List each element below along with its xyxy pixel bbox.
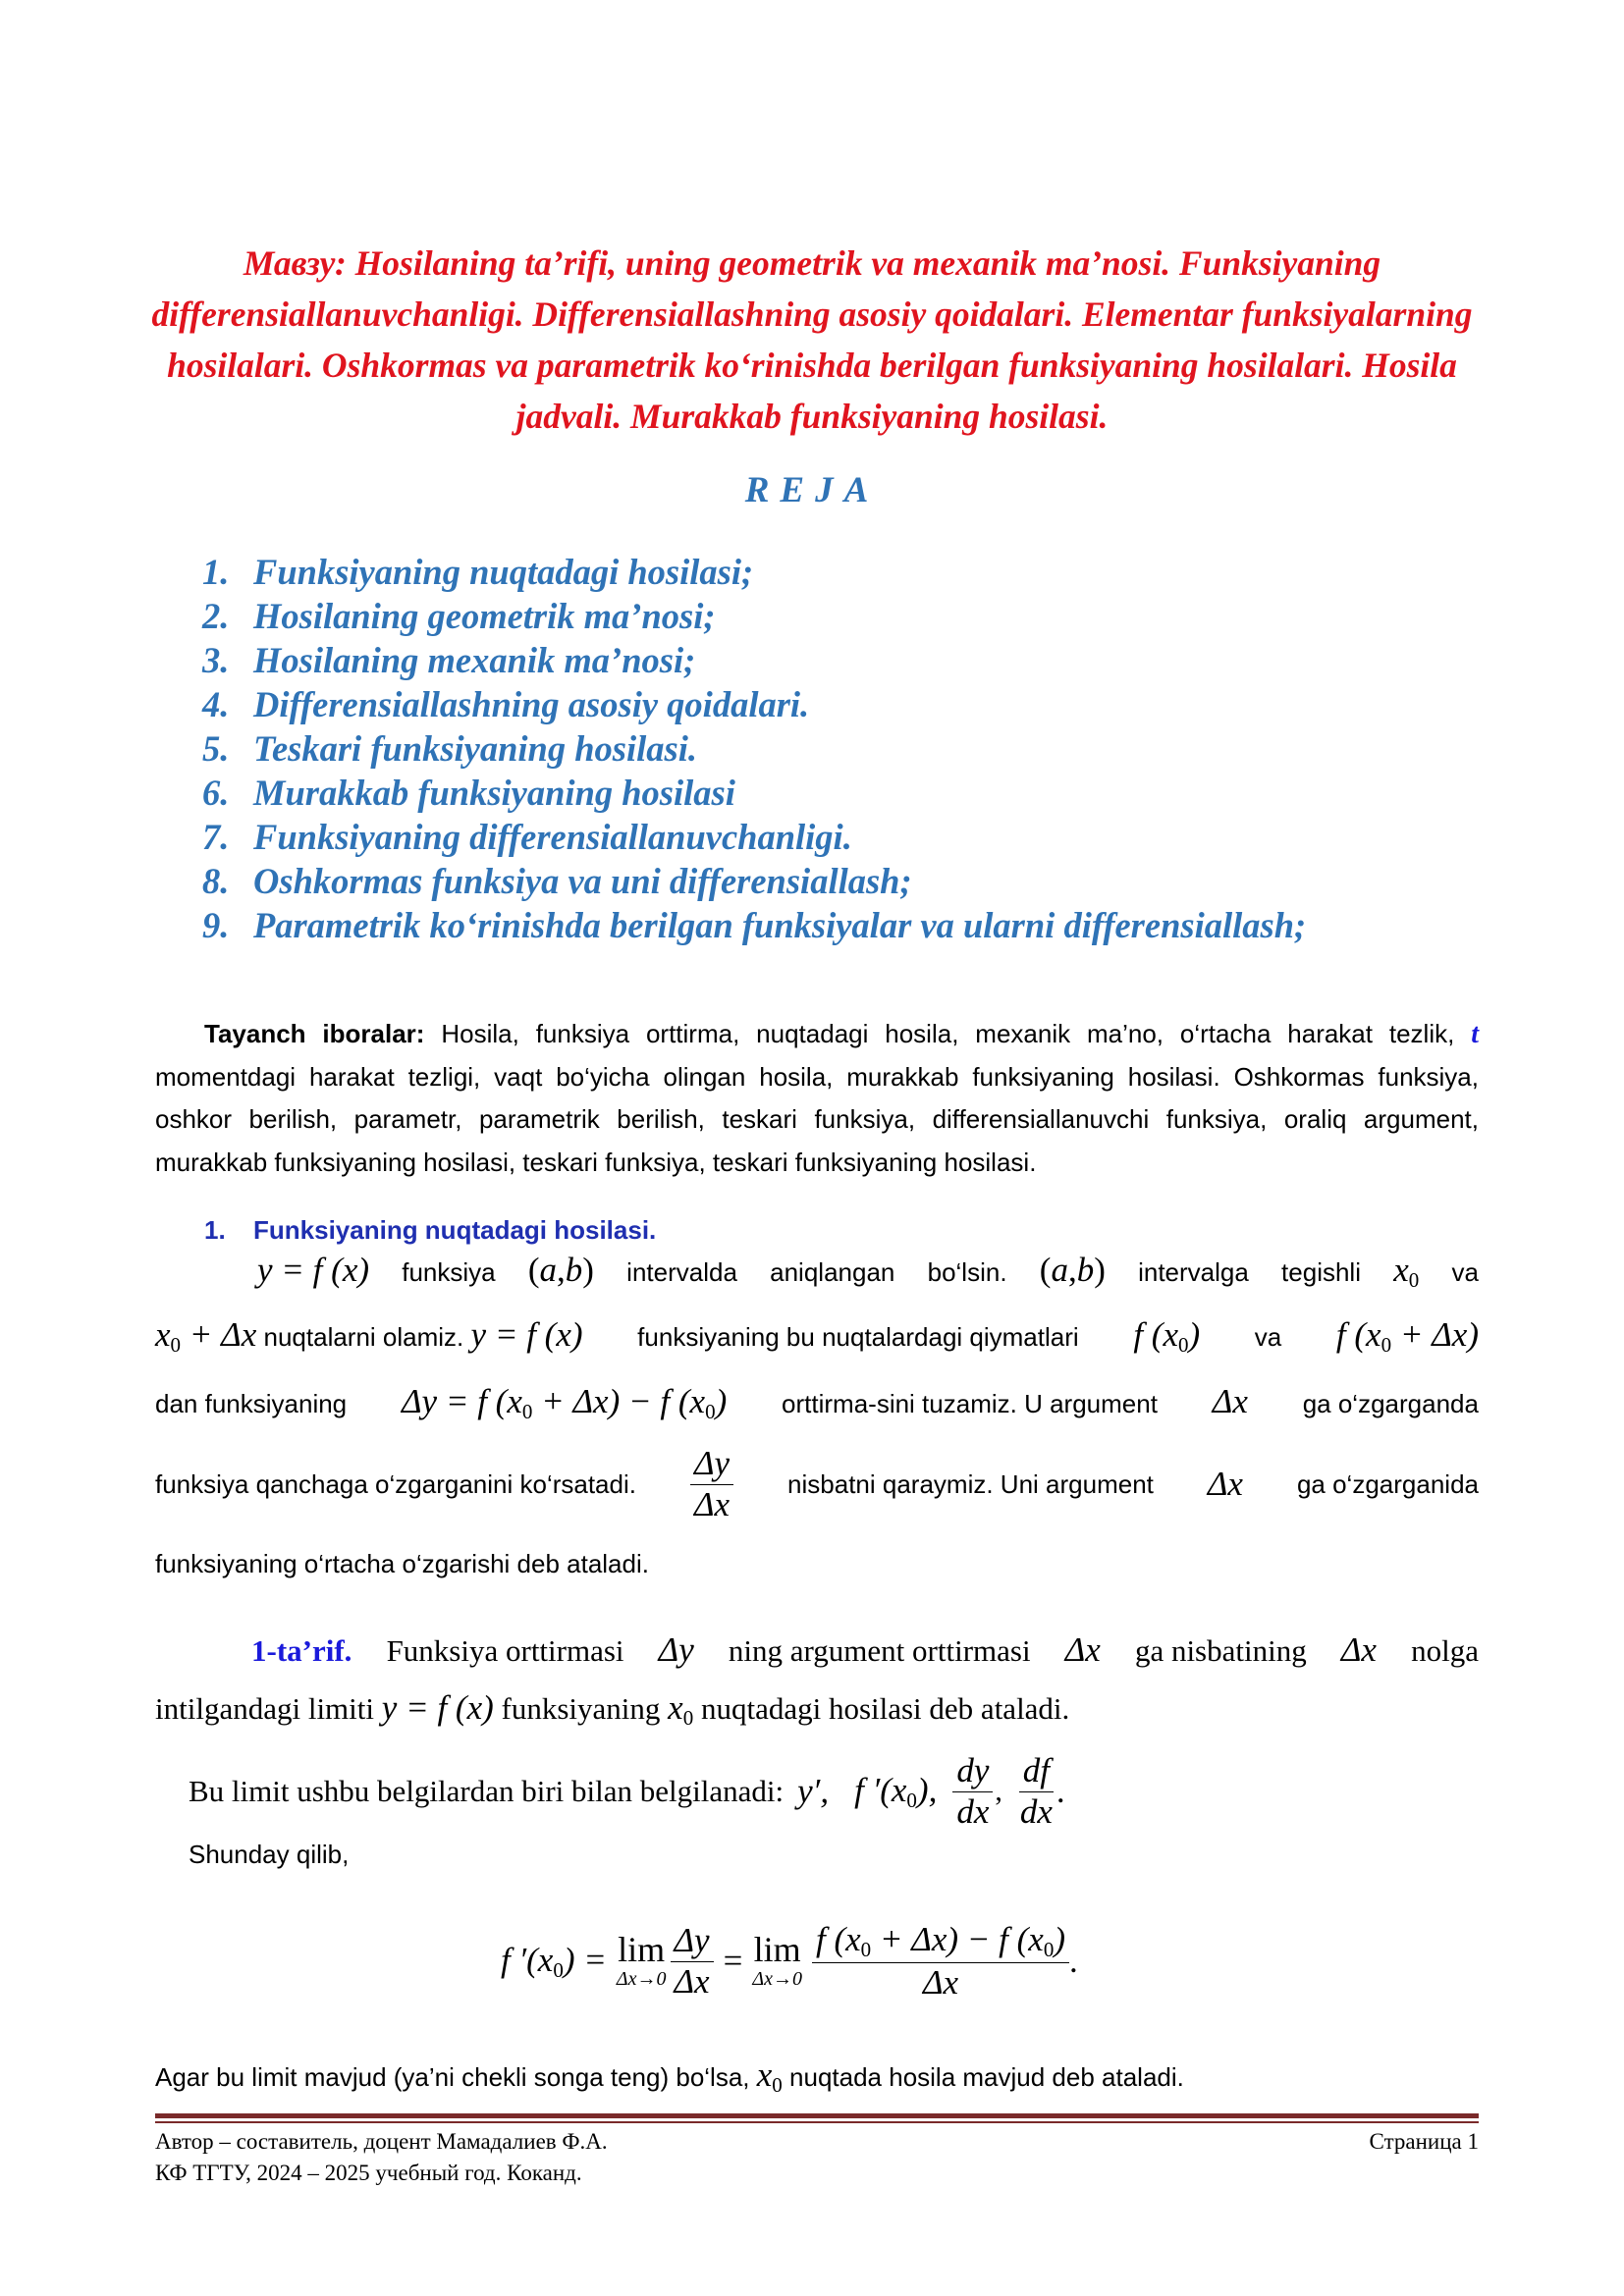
para1-line2: $x_0 + \Delta x$ nuqtalarni olamiz. y = f (x) funksiyaning bu nuqtalardagi qiymatlari f $(x_0)$ va f $(x_0 + \Delta x)$ (155, 1315, 1479, 1357)
definition-paragraph: 1-ta’rif. Funksiya orttirmasi Δy ning argument orttirmasi Δx ga nisbatining Δx nolga intilgandagi limiti y = f (x) funksiyaning $x_0$ nuqtadagi hosilasi deb ataladi. (155, 1622, 1479, 1746)
formula-delta-x: Δx (1064, 1630, 1101, 1669)
formula-x0: $x_0$ (668, 1688, 694, 1730)
formula-f-x0-plus-dx: f $(x_0 + \Delta x)$ (1335, 1315, 1479, 1357)
formula-x0: $x_0$ (1393, 1251, 1420, 1292)
formula-f-x0: f $(x_0)$ (1133, 1315, 1201, 1357)
plan-item: 6. Murakkab funksiyaning hosilasi (202, 773, 735, 813)
formula-delta-x: Δx (1212, 1382, 1248, 1420)
plan-item: 2. Hosilaning geometrik ma’nosi; (202, 596, 716, 636)
formula-interval-ab: (a,b) (1039, 1251, 1106, 1289)
formula-difference-quotient: $\frac{f (x_0 + \Delta x) - f (x_0)}{\Delta x}$ (812, 1922, 1069, 2002)
formula-ratio-dy-dx: $\frac{\Delta y}{\Delta x}$ (671, 1923, 714, 2001)
footer-author: Автор – составитель, доцент Мамадалиев Ф.А. (155, 2129, 608, 2154)
plan-item: 3. Hosilaning mexanik ma’nosi; (202, 640, 696, 680)
formula-y-fx: y = f (x) (381, 1688, 494, 1727)
formula-y-prime: y′, (797, 1772, 830, 1810)
plan-item: 8. Oshkormas funksiya va uni differensiallash; (202, 861, 912, 901)
limit-operator: lim Δx→0 (752, 1930, 802, 1990)
notation-line: Bu limit ushbu belgilardan biri bilan belgilanadi: y′, f $'(x_0)$, $\frac{dy}{dx}$ , $\frac{df}{dx}$ . (189, 1750, 1065, 1831)
para1-line3: dan funksiyaning Δy = f $(x_0 + \Delta x) - f$ $(x_0)$ orttirma-sini tuzamiz. U argument Δx ga o‘zgarganda (155, 1382, 1479, 1423)
closing-line: Agar bu limit mavjud (ya’ni chekli songa teng) bo‘lsa, $x_0$ nuqtada hosila mavjud deb ataladi. (155, 2056, 1184, 2097)
shunday-line: Shunday qilib, (189, 1840, 350, 1869)
para1-line5: funksiyaning o‘rtacha o‘zgarishi deb ataladi. (155, 1549, 649, 1578)
page-title (147, 238, 1477, 442)
title-prefix: Мавзу: (243, 243, 347, 283)
keywords-paragraph: Tayanch iboralar: Hosila, funksiya orttirma, nuqtadagi hosila, mexanik ma’no, o‘rtacha harakat tezlik, t momentdagi harakat tezligi, vaqt bo‘yicha olingan hosila, murakkab funksiyaning hosilasi. Oshkormas funksiya, oshkor berilish, parametr, parametrik berilish, teskari funksiya, differensiallanuvchi funksiya, oraliq argument, murakkab funksiyaning hosilasi, teskari funksiya, teskari funksiyaning hosilasi. (155, 1019, 1480, 1177)
formula-x0-plus-dx: $x_0 + \Delta x$ (155, 1315, 257, 1357)
plan-item: 5. Teskari funksiyaning hosilasi. (202, 728, 697, 769)
keywords-label: Tayanch iboralar: (204, 1019, 425, 1048)
formula-y-fx: y = f (x) (470, 1315, 583, 1354)
formula-interval-ab: (a,b) (527, 1251, 594, 1289)
variable-t: t (1471, 1019, 1480, 1049)
formula-delta-x: Δx (1340, 1630, 1377, 1669)
limit-operator: lim Δx→0 (616, 1930, 667, 1990)
para1-line1: y = f (x) funksiya (a,b) intervalda aniqlangan bo‘lsin. (a,b) intervalga tegishli $x_0$ va (257, 1251, 1479, 1292)
footer-page-number: Страница 1 (1369, 2129, 1479, 2154)
plan-item: 9. Parametrik ko‘rinishda berilgan funksiyalar va ularni differensiallash; (202, 905, 1307, 945)
formula-ratio-dy-dx: $\frac{\Delta y}{\Delta x}$ (690, 1446, 733, 1523)
plan-heading: REJA (744, 470, 880, 510)
title-text: Hosilaning ta’rifi, uning geometrik va mexanik ma’nosi. Funksiyaning differensiallanuvchanligi. Differensiallashning asosiy qoidalari. Elementar funksiyalarning hosilalari. Oshkormas va parametrik ko‘rinishda berilgan funksiyaning hosilalari. Hosila jadvali. Murakkab funksiyaning hosilasi. (151, 243, 1473, 436)
section-heading: 1. Funksiyaning nuqtadagi hosilasi. (204, 1215, 657, 1245)
plan-list (202, 550, 1306, 947)
plan-item: 7. Funksiyaning differensiallanuvchanligi. (202, 817, 852, 857)
footer-divider (155, 2113, 1479, 2118)
derivative-definition-formula: f $'(x_0)$ = lim Δx→0 $\frac{\Delta y}{\Delta x}$ = lim Δx→0 $\frac{f (x_0 + \Delta x) - f (x_0)}{\Delta x}$ . (501, 1919, 1078, 2002)
plan-item: 4. Differensiallashning asosiy qoidalari. (202, 684, 810, 724)
footer-divider (155, 2121, 1479, 2123)
formula-dy-dx: $\frac{dy}{dx}$ (952, 1753, 993, 1831)
formula-y-fx: y = f (x) (257, 1251, 370, 1289)
formula-delta-x: Δx (1207, 1465, 1243, 1503)
formula-delta-y: Δy = f $(x_0 + \Delta x) - f$ $(x_0)$ (401, 1382, 728, 1423)
plan-item: 1. Funksiyaning nuqtadagi hosilasi; (202, 552, 754, 592)
formula-x0: $x_0$ (756, 2056, 783, 2097)
definition-label: 1-ta’rif. (251, 1633, 352, 1668)
formula-delta-y: Δy (658, 1630, 694, 1669)
page-footer (155, 2126, 1479, 2189)
para1-line4: funksiya qanchaga o‘zgarganini ko‘rsatadi. $\frac{\Delta y}{\Delta x}$ nisbatni qaraymiz. Uni argument Δx ga o‘zgarganida (155, 1443, 1479, 1523)
footer-org: КФ ТГТУ, 2024 – 2025 учебный год. Коканд. (155, 2161, 582, 2185)
formula-df-dx: $\frac{df}{dx}$ (1019, 1750, 1053, 1831)
formula-f-prime-x0: f $'(x_0)$, (854, 1770, 938, 1812)
